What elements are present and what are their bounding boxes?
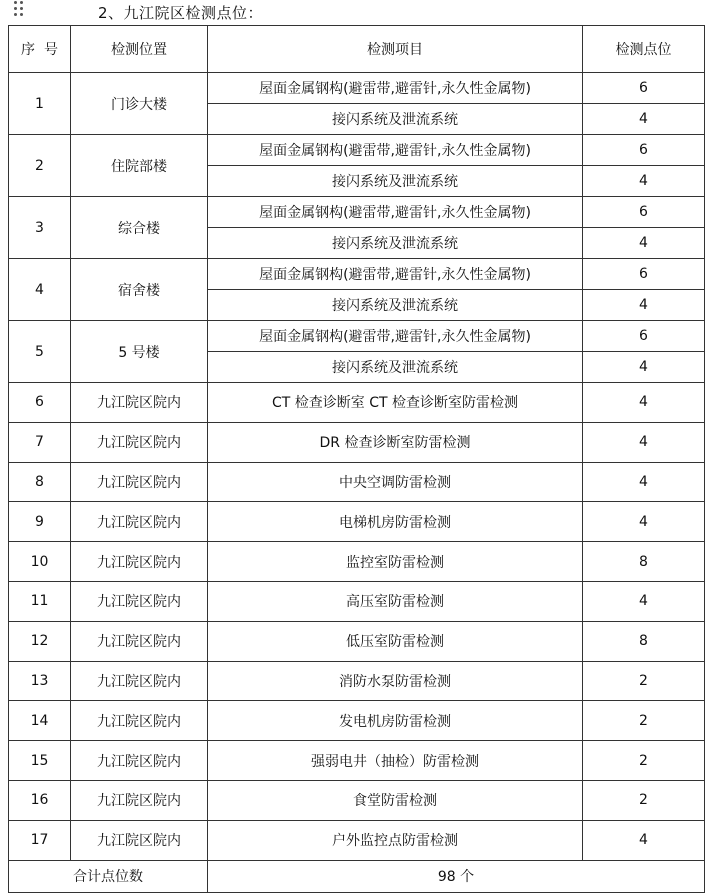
row-number: 7 (9, 422, 71, 462)
total-row (9, 860, 705, 892)
table-row (9, 820, 705, 860)
row-number: 11 (9, 581, 71, 621)
table-row (9, 621, 705, 661)
table-row (9, 542, 705, 582)
row-location: 5 号楼 (71, 321, 208, 383)
row-project: 低压室防雷检测 (208, 621, 583, 661)
row-number: 12 (9, 621, 71, 661)
table-row (9, 259, 705, 290)
row-points: 2 (583, 741, 705, 781)
row-project: 接闪系统及泄流系统 (208, 228, 583, 259)
row-number: 2 (9, 135, 71, 197)
column-header-project: 检测项目 (208, 26, 583, 73)
row-points: 4 (583, 352, 705, 383)
total-label: 合计点位数 (9, 860, 208, 892)
drag-handle-icon[interactable] (14, 0, 28, 20)
row-points: 2 (583, 780, 705, 820)
row-location: 住院部楼 (71, 135, 208, 197)
table-row (9, 383, 705, 423)
row-number: 3 (9, 197, 71, 259)
row-location: 九江院区院内 (71, 780, 208, 820)
row-points: 4 (583, 502, 705, 542)
column-header-points: 检测点位 (583, 26, 705, 73)
row-points: 4 (583, 290, 705, 321)
row-project: 发电机房防雷检测 (208, 701, 583, 741)
table-row (9, 780, 705, 820)
row-project: 接闪系统及泄流系统 (208, 290, 583, 321)
row-project: 电梯机房防雷检测 (208, 502, 583, 542)
table-row (9, 462, 705, 502)
row-number: 17 (9, 820, 71, 860)
row-project: 接闪系统及泄流系统 (208, 104, 583, 135)
row-number: 13 (9, 661, 71, 701)
row-location: 九江院区院内 (71, 820, 208, 860)
row-project: 强弱电井（抽检）防雷检测 (208, 741, 583, 781)
row-points: 4 (583, 462, 705, 502)
row-points: 4 (583, 104, 705, 135)
table-row (9, 741, 705, 781)
row-points: 6 (583, 259, 705, 290)
row-number: 9 (9, 502, 71, 542)
row-project: 监控室防雷检测 (208, 542, 583, 582)
row-location: 九江院区院内 (71, 701, 208, 741)
row-project: 户外监控点防雷检测 (208, 820, 583, 860)
row-points: 4 (583, 166, 705, 197)
row-location: 九江院区院内 (71, 383, 208, 423)
row-location: 九江院区院内 (71, 502, 208, 542)
table-row (9, 321, 705, 352)
table-row (9, 73, 705, 104)
row-location: 综合楼 (71, 197, 208, 259)
row-project: 屋面金属钢构(避雷带,避雷针,永久性金属物) (208, 321, 583, 352)
row-number: 1 (9, 73, 71, 135)
table-row (9, 581, 705, 621)
table-row (9, 422, 705, 462)
row-number: 4 (9, 259, 71, 321)
row-project: 屋面金属钢构(避雷带,避雷针,永久性金属物) (208, 259, 583, 290)
total-value: 98 个 (208, 860, 705, 892)
row-location: 九江院区院内 (71, 741, 208, 781)
row-points: 8 (583, 542, 705, 582)
row-location: 九江院区院内 (71, 661, 208, 701)
row-project: 屋面金属钢构(避雷带,避雷针,永久性金属物) (208, 197, 583, 228)
table-row (9, 661, 705, 701)
row-location: 门诊大楼 (71, 73, 208, 135)
row-project: DR 检查诊断室防雷检测 (208, 422, 583, 462)
row-number: 5 (9, 321, 71, 383)
row-project: 中央空调防雷检测 (208, 462, 583, 502)
row-project: 屋面金属钢构(避雷带,避雷针,永久性金属物) (208, 73, 583, 104)
inspection-points-table (8, 25, 705, 893)
row-project: 屋面金属钢构(避雷带,避雷针,永久性金属物) (208, 135, 583, 166)
row-project: 接闪系统及泄流系统 (208, 352, 583, 383)
row-points: 4 (583, 383, 705, 423)
row-location: 九江院区院内 (71, 462, 208, 502)
row-points: 6 (583, 197, 705, 228)
table-row (9, 197, 705, 228)
row-location: 九江院区院内 (71, 621, 208, 661)
row-project: 消防水泵防雷检测 (208, 661, 583, 701)
row-location: 九江院区院内 (71, 542, 208, 582)
table-row (9, 502, 705, 542)
row-project: 接闪系统及泄流系统 (208, 166, 583, 197)
column-header-location: 检测位置 (71, 26, 208, 73)
row-number: 15 (9, 741, 71, 781)
row-points: 4 (583, 820, 705, 860)
table-row (9, 701, 705, 741)
row-points: 4 (583, 422, 705, 462)
row-number: 8 (9, 462, 71, 502)
row-location: 九江院区院内 (71, 422, 208, 462)
row-points: 2 (583, 661, 705, 701)
row-location: 宿舍楼 (71, 259, 208, 321)
row-project: CT 检查诊断室 CT 检查诊断室防雷检测 (208, 383, 583, 423)
row-project: 高压室防雷检测 (208, 581, 583, 621)
row-number: 16 (9, 780, 71, 820)
row-points: 8 (583, 621, 705, 661)
row-points: 6 (583, 135, 705, 166)
row-points: 6 (583, 73, 705, 104)
row-points: 6 (583, 321, 705, 352)
row-project: 食堂防雷检测 (208, 780, 583, 820)
row-points: 4 (583, 228, 705, 259)
row-number: 6 (9, 383, 71, 423)
section-heading: 2、九江院区检测点位： (98, 4, 264, 22)
table-row (9, 135, 705, 166)
row-points: 4 (583, 581, 705, 621)
row-location: 九江院区院内 (71, 581, 208, 621)
row-points: 2 (583, 701, 705, 741)
row-number: 10 (9, 542, 71, 582)
table-header-row (9, 26, 705, 73)
column-header-no: 序 号 (9, 26, 71, 73)
row-number: 14 (9, 701, 71, 741)
